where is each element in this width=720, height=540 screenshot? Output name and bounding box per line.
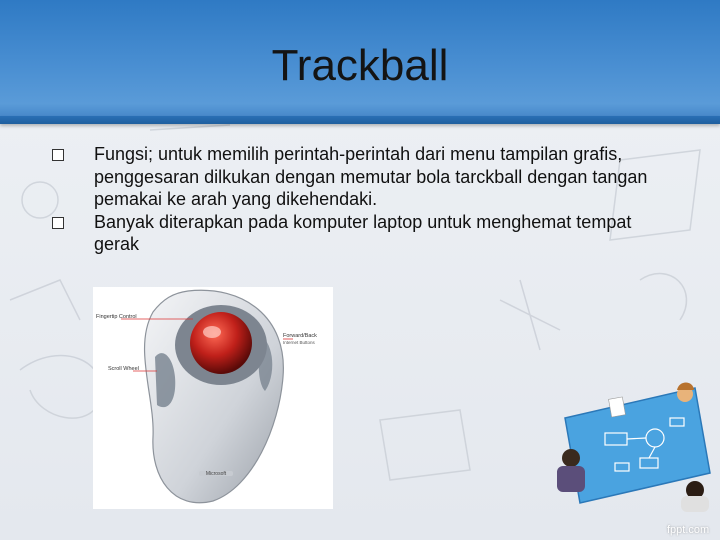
bullet-list — [48, 143, 648, 256]
square-bullet-icon — [52, 149, 64, 161]
bullet-item — [48, 211, 648, 256]
square-bullet-icon — [52, 217, 64, 229]
slide-title: Trackball — [271, 41, 449, 90]
callout-fingertip: Fingertip Control — [96, 314, 137, 320]
callout-forward-back: Forward/Back — [283, 333, 317, 339]
bullet-item — [48, 143, 648, 211]
brand-label: Microsoft — [205, 471, 227, 477]
bullet-text: Fungsi; untuk memilih perintah-perintah dari menu tampilan grafis, penggesaran dilkukan dengan memutar bola tarckball dengan tangan pemakai ke arah yang dikehendaki. — [94, 144, 648, 209]
trackball-mouse-photo — [93, 287, 333, 509]
watermark-text: fppt.com — [667, 524, 710, 536]
title-banner-rule — [0, 116, 720, 124]
callout-internet-buttons: Internet Buttons — [283, 340, 315, 345]
team-planning-illustration — [545, 378, 715, 513]
callout-scroll: Scroll Wheel — [108, 366, 139, 372]
bullet-text: Banyak diterapkan pada komputer laptop untuk menghemat tempat gerak — [94, 211, 632, 254]
